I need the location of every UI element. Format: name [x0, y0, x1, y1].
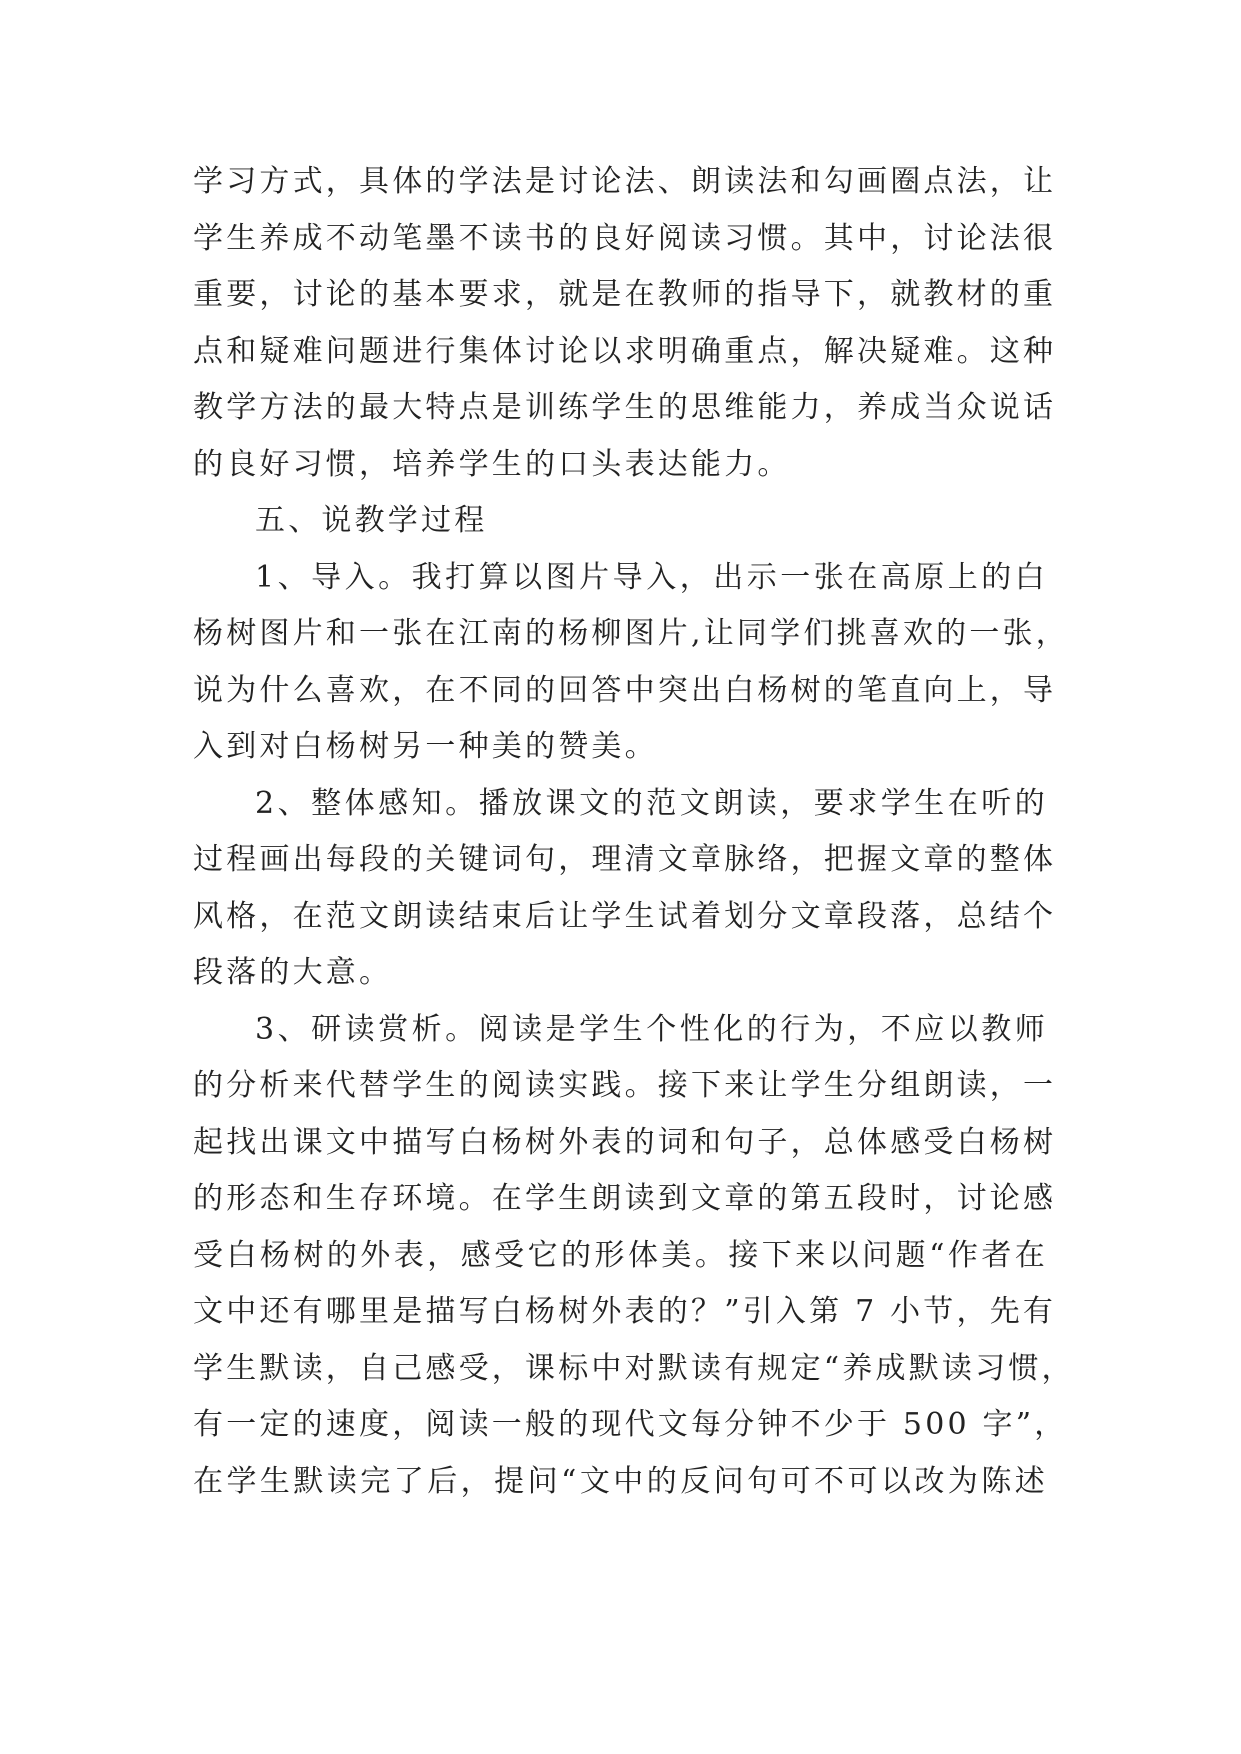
section-heading: 五、说教学过程: [255, 503, 488, 538]
text-line: 3、研读赏析。阅读是学生个性化的行为，不应以教师: [255, 1011, 1048, 1047]
text-line: 教学方法的最大特点是训练学生的思维能力，养成当众说话: [193, 390, 1057, 425]
text-line: 说为什么喜欢，在不同的回答中突出白杨树的笔直向上，导: [193, 672, 1057, 708]
text-line: 学生默读，自己感受，课标中对默读有规定“养成默读习惯，: [193, 1350, 1075, 1386]
text-line: 1、导入。我打算以图片导入，出示一张在高原上的白: [255, 559, 1048, 595]
body-text: [193, 154, 1075, 1510]
text-line: 有一定的速度，阅读一般的现代文每分钟不少于 500 字”，: [193, 1407, 1068, 1442]
text-line: 起找出课文中描写白杨树外表的词和句子，总体感受白杨树: [193, 1124, 1057, 1160]
text-line: 点和疑难问题进行集体讨论以求明确重点，解决疑难。这种: [193, 333, 1057, 369]
text-line: 受白杨树的外表，感受它的形体美。接下来以问题“作者在: [193, 1237, 1048, 1273]
text-line: 风格，在范文朗读结束后让学生试着划分文章段落，总结个: [193, 898, 1057, 934]
text-line: 2、整体感知。播放课文的范文朗读，要求学生在听的: [255, 785, 1048, 821]
text-line: 的形态和生存环境。在学生朗读到文章的第五段时，讨论感: [193, 1181, 1057, 1216]
text-line: 段落的大意。: [193, 955, 393, 990]
text-line: 在学生默读完了后，提问“文中的反问句可不可以改为陈述: [193, 1463, 1048, 1499]
text-line: 的分析来代替学生的阅读实践。接下来让学生分组朗读，一: [193, 1068, 1057, 1103]
text-line: 重要，讨论的基本要求，就是在教师的指导下，就教材的重: [193, 277, 1057, 312]
text-line: 文中还有哪里是描写白杨树外表的？”引入第 7 小节，先有: [193, 1294, 1057, 1329]
text-line: 杨树图片和一张在江南的杨柳图片,让同学们挑喜欢的一张，: [193, 616, 1069, 651]
text-line: 入到对白杨树另一种美的赞美。: [193, 729, 658, 764]
text-line: 学生养成不动笔墨不读书的良好阅读习惯。其中，讨论法很: [193, 220, 1057, 256]
text-line: 的良好习惯，培养学生的口头表达能力。: [193, 446, 791, 482]
text-line: 过程画出每段的关键词句，理清文章脉络，把握文章的整体: [193, 842, 1057, 877]
text-line: 学习方式，具体的学法是讨论法、朗读法和勾画圈点法，让: [193, 164, 1057, 199]
